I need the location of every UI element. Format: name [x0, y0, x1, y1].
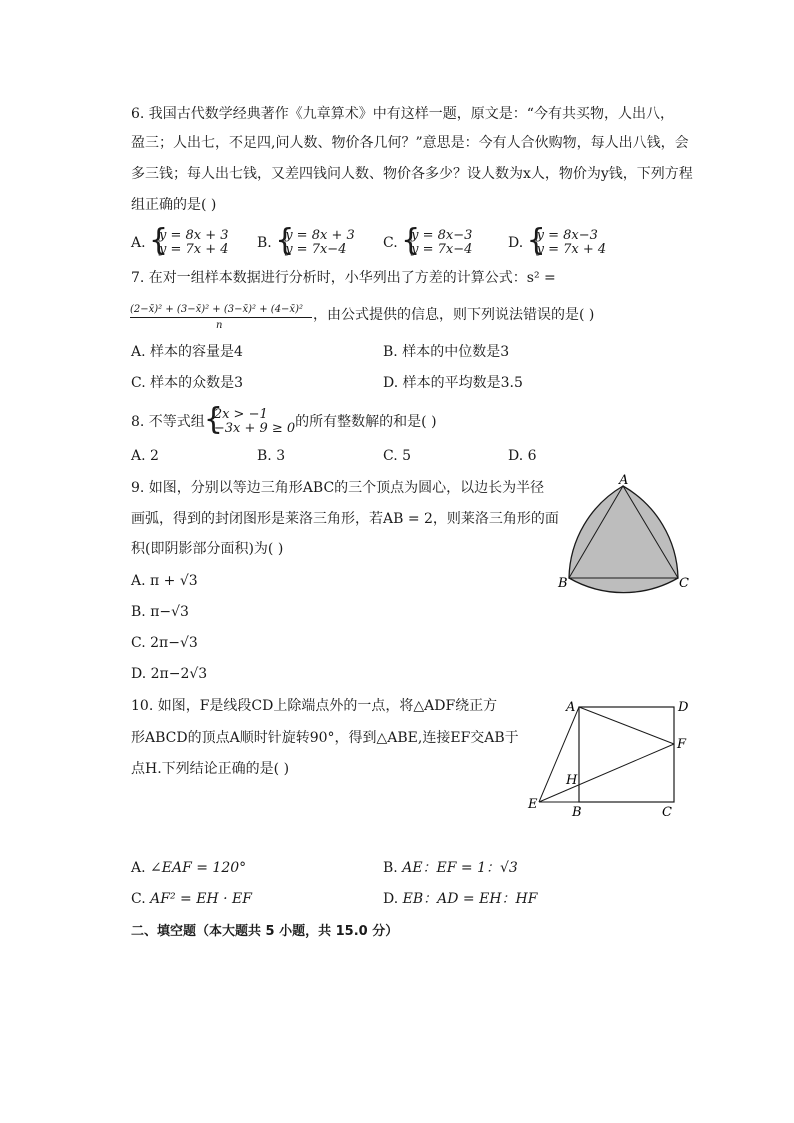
q6-option-b — [257, 229, 355, 257]
label-e: E — [528, 797, 538, 812]
section-heading-fill-in: 二、填空题（本大题共 5 小题，共 15.0 分） — [131, 924, 399, 939]
reuleaux-shaded-region — [569, 486, 678, 593]
option-label: C. — [383, 235, 398, 251]
q9-option-b: B. π−√3 — [131, 604, 189, 620]
label-h: H — [566, 773, 578, 788]
label-d: D — [678, 700, 689, 715]
q7-option-a: A. 样本的容量是4 — [131, 344, 243, 360]
option-label: D. — [508, 235, 524, 251]
q8-stem: 8. 不等式组 { 2x > −1 −3x + 9 ≥ 0 的所有整数解的和是( ) — [131, 408, 437, 436]
label-a: A — [619, 474, 629, 488]
q8-option-c: C. 5 — [383, 448, 412, 464]
q7-variance-denominator: n — [216, 320, 223, 331]
q9-option-a: A. π + √3 — [131, 573, 198, 589]
q10-option-b: B. AE：EF = 1：√3 — [383, 860, 518, 876]
q6-line-1: 6. 我国古代数学经典著作《九章算术》中有这样一题，原文是：“今有共买物，人出八， — [131, 106, 674, 122]
label-b: B — [558, 576, 568, 591]
q8-option-b: B. 3 — [257, 448, 286, 464]
label-f: F — [677, 737, 687, 752]
reuleaux-triangle-figure — [555, 474, 700, 599]
label-a: A — [566, 700, 576, 715]
option-label: A. — [131, 235, 146, 251]
q9-line-2: 画弧，得到的封闭图形是莱洛三角形，若AB = 2，则莱洛三角形的面 — [131, 511, 559, 527]
label-b: B — [572, 805, 582, 820]
q10-line-1: 10. 如图，F是线段CD上除端点外的一点，将△ADF绕正方 — [131, 698, 498, 714]
square-abcd — [579, 707, 674, 802]
q6-option-d — [508, 229, 606, 257]
q7-line-1: 7. 在对一组样本数据进行分析时，小华列出了方差的计算公式：s² = — [131, 270, 556, 286]
q10-option-c: C. AF² = EH · EF — [131, 891, 252, 907]
q7-option-c: C. 样本的众数是3 — [131, 375, 244, 391]
segment-af — [579, 707, 674, 744]
q6-line-2: 盈三；人出七，不足四,问人数、物价各几何？”意思是：今有人合伙购物，每人出八钱，会 — [131, 135, 689, 151]
q9-option-c: C. 2π−√3 — [131, 635, 198, 651]
q6-option-c — [383, 229, 472, 257]
q10-option-a: A. ∠EAF = 120° — [131, 860, 247, 876]
q8-option-a: A. 2 — [131, 448, 159, 464]
label-c: C — [679, 576, 689, 591]
q6-line-4: 组正确的是( ) — [131, 197, 217, 213]
q8-option-d: D. 6 — [508, 448, 537, 464]
q7-variance-numerator: (2−x̄)² + (3−x̄)² + (3−x̄)² + (4−x̄)² — [130, 304, 303, 315]
equation-system: { y = 8x−3 y = 7x−4 — [402, 229, 472, 257]
q9-option-d: D. 2π−2√3 — [131, 666, 208, 682]
equation-system: { y = 8x−3 y = 7x + 4 — [528, 229, 607, 257]
equation-system: { y = 8x + 3 y = 7x−4 — [276, 229, 355, 257]
square-rotation-figure — [522, 696, 697, 822]
equation-system: { y = 8x + 3 y = 7x + 4 — [150, 229, 229, 257]
q10-option-d: D. EB：AD = EH：HF — [383, 891, 538, 907]
q7-fraction-bar — [130, 317, 312, 318]
option-label: B. — [257, 235, 272, 251]
q6-line-3: 多三钱；每人出七钱，又差四钱问人数、物价各多少？设人数为x人，物价为y钱，下列方程 — [131, 166, 693, 182]
q7-line-2: ，由公式提供的信息，则下列说法错误的是( ) — [313, 307, 595, 323]
q7-option-d: D. 样本的平均数是3.5 — [383, 375, 523, 391]
q9-line-1: 9. 如图，分别以等边三角形ABC的三个顶点为圆心，以边长为半径 — [131, 480, 545, 496]
q10-line-3: 点H.下列结论正确的是( ) — [131, 761, 290, 777]
q6-option-a — [131, 229, 229, 257]
q10-line-2: 形ABCD的顶点A顺时针旋转90°，得到△ABE,连接EF交AB于 — [131, 730, 519, 746]
q9-line-3: 积(即阴影部分面积)为( ) — [131, 541, 284, 557]
inequality-system: { 2x > −1 −3x + 9 ≥ 0 — [205, 408, 295, 436]
label-c: C — [662, 805, 672, 820]
q7-option-b: B. 样本的中位数是3 — [383, 344, 510, 360]
